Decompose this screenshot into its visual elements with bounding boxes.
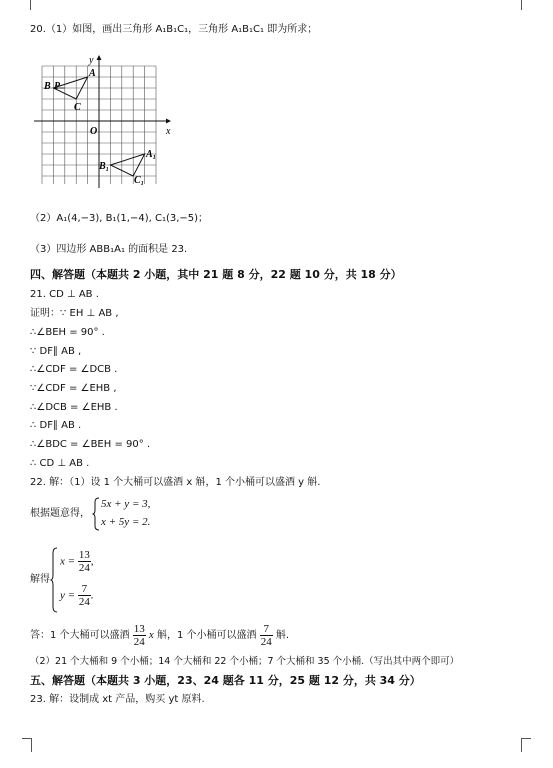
q22-solve-label: 解得	[30, 574, 50, 585]
coordinate-grid-figure	[32, 52, 177, 190]
system-brace-icon	[92, 497, 100, 531]
crop-mark-top-left	[30, 0, 31, 10]
q22-y-solution: y = $\frac{7}{24}$ .	[60, 583, 94, 608]
section5-heading: 五、解答题（本题共 3 小题，23、24 题各 11 分，25 题 12 分，共 34 分）	[30, 674, 421, 687]
ans-mid: 斛，1 个小桶可以盛酒	[157, 630, 257, 641]
q21-line-5: ∵∠CDF = ∠EHB ,	[30, 383, 117, 394]
q21-line-4: ∴∠CDF = ∠DCB .	[30, 364, 118, 375]
y-axis-arrow-icon	[97, 55, 102, 60]
q21-line-0: 21. CD ⊥ AB .	[30, 289, 99, 300]
q20-line3: （3）四边形 ABB₁A₁ 的面积是 23.	[30, 244, 188, 255]
crop-mark-bottom-right-v	[521, 738, 522, 752]
y-fraction	[78, 583, 91, 608]
q22-setup-label: 根据题意得，	[30, 508, 90, 519]
solution-brace-icon	[50, 547, 58, 613]
section4-heading: 四、解答题（本题共 2 小题，其中 21 题 8 分，22 题 10 分，共 18 分）	[30, 268, 402, 281]
q22-x-solution: x = $\frac{13}{24}$ ,	[60, 549, 94, 574]
q21-line-9: ∴ CD ⊥ AB .	[30, 458, 90, 469]
q22-eq2: x + 5y = 2.	[101, 516, 151, 528]
x-fraction	[78, 549, 91, 574]
crop-mark-top-right	[521, 0, 522, 10]
q21-line-2: ∴∠BEH = 90° .	[30, 327, 105, 338]
q21-line-7: ∴ DF∥ AB .	[30, 420, 82, 431]
ans-y-den: 24	[260, 635, 272, 648]
label-c: C	[74, 102, 81, 113]
y-eq-text: y =	[60, 589, 76, 602]
ans-prefix: 答：1 个大桶可以盛酒	[30, 630, 130, 641]
y-numerator: 7	[78, 583, 91, 596]
ans-y-fraction	[260, 623, 273, 648]
q21-line-1: 证明：∵ EH ⊥ AB ,	[30, 308, 119, 319]
q20-line1: 20.（1）如图，画出三角形 A₁B₁C₁，三角形 A₁B₁C₁ 即为所求；	[30, 24, 318, 35]
label-p: P	[54, 81, 61, 92]
ans-x-den: 24	[133, 635, 145, 648]
label-origin: O	[90, 126, 98, 137]
x-axis-arrow-icon	[166, 119, 171, 124]
q22-line1: 22. 解：（1）设 1 个大桶可以盛酒 x 斛，1 个小桶可以盛酒 y 斛.	[30, 477, 321, 488]
ans-x-num: 13	[133, 622, 145, 635]
q22-answer: 答：1 个大桶可以盛酒 $\frac{13}{24}$ x 斛，1 个小桶可以盛酒 $\frac{7}{24}$ 斛.	[30, 622, 290, 648]
label-y: y	[89, 55, 94, 66]
label-b: B	[44, 81, 51, 92]
ans-y-num: 7	[260, 623, 273, 636]
y-denominator: 24	[78, 596, 90, 608]
x-denominator: 24	[78, 562, 90, 574]
q22-part2: （2）21 个大桶和 9 个小桶；14 个大桶和 22 个小桶；7 个大桶和 35 个小桶.（写出其中两个即可）	[30, 656, 460, 667]
label-a: A	[89, 68, 96, 79]
q23-line1: 23. 解：设制成 xt 产品，购买 yt 原料.	[30, 694, 205, 705]
crop-mark-bottom-right	[521, 738, 531, 739]
q22-eq1: 5x + y = 3,	[101, 498, 151, 510]
ans-end: 斛.	[275, 630, 290, 641]
q21-line-8: ∴∠BDC = ∠BEH = 90° .	[30, 439, 151, 450]
label-a1: A₁	[146, 149, 157, 160]
label-b1: B₁	[99, 161, 110, 172]
x-numerator: 13	[78, 549, 90, 561]
label-c1: C₁	[134, 175, 145, 186]
q21-line-3: ∵ DF∥ AB ,	[30, 346, 82, 357]
label-x: x	[166, 126, 171, 137]
x-eq-text: x =	[60, 555, 76, 568]
q20-line2: （2）A₁(4,−3), B₁(1,−4), C₁(3,−5)；	[30, 213, 209, 224]
ans-x-fraction	[133, 623, 146, 648]
crop-mark-bottom-left-v	[31, 738, 32, 752]
q21-line-6: ∴∠DCB = ∠EHB .	[30, 402, 118, 413]
